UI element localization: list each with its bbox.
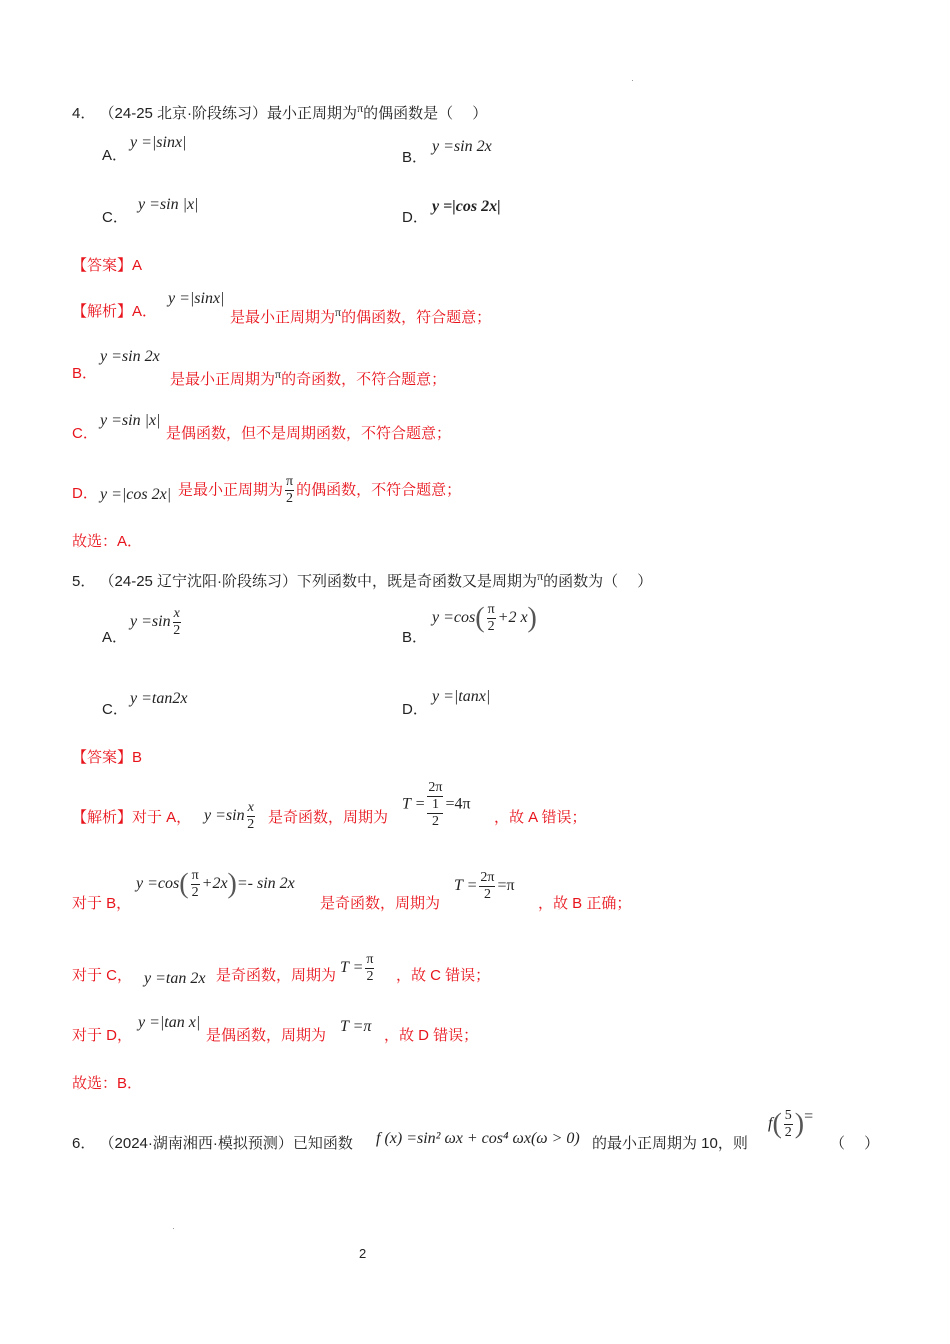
- q4-exp-b-label: B．: [72, 365, 98, 382]
- q5-option-a-expr-a: y =sin: [130, 613, 171, 631]
- q4-exp-b-formula: y =sin 2x: [100, 348, 160, 365]
- q4-answer: 【答案】A: [72, 257, 143, 274]
- q4-source: （24-25 北京·阶段练习）: [99, 105, 268, 122]
- q6-stem: [72, 1134, 353, 1154]
- q5-exp-a-frac-num: x: [247, 800, 254, 815]
- q4-exp-d-formula: y =|cos 2x|: [100, 486, 172, 503]
- q5-exp-b-text: 是奇函数，周期为: [320, 895, 441, 912]
- q4-option-c-expr: y =sin |x|: [138, 196, 199, 213]
- q5-option-c[interactable]: [102, 700, 128, 720]
- q5-exp-a-tag: 【解析】对于 A，: [72, 809, 192, 826]
- q5-stem-a: 下列函数中，既是奇函数又是周期为: [297, 573, 538, 590]
- q5-option-b-frac: [487, 602, 496, 635]
- q4-number: 4．: [72, 105, 96, 122]
- q4-exp-c-formula: y =sin |x|: [100, 412, 161, 429]
- q5-option-b-label: B．: [402, 629, 428, 646]
- q5-exp-d-tag: 对于 D，: [72, 1027, 133, 1044]
- q5-exp-c-formula: y =tan 2x: [144, 970, 206, 987]
- q4-option-c-label: C．: [102, 209, 128, 226]
- q5-option-a[interactable]: [102, 628, 127, 648]
- q5-exp-d-text: 是偶函数，周期为: [206, 1027, 327, 1044]
- q5-option-d-label: D．: [402, 701, 428, 718]
- q5-number: 5．: [72, 573, 96, 590]
- q5-stem: [72, 566, 652, 592]
- q6-stem-c: （ ）: [830, 1135, 880, 1152]
- q5-conclusion: 故选：B．: [72, 1075, 143, 1092]
- q5-exp-b-formula-a: y =cos: [136, 875, 180, 893]
- q5-option-b-frac-den: 2: [487, 619, 495, 634]
- q5-exp-a-frac-den: 2: [247, 817, 255, 832]
- q4-exp-b-text-b: 的奇函数，不符合题意；: [281, 371, 447, 388]
- q4-pi: π: [357, 101, 364, 115]
- q5-exp-b-formula: y =cos( $\frac{\pi}{2}$ +2x)=- sin 2x: [136, 868, 295, 900]
- q4-exp-tag: 【解析】A．: [72, 303, 158, 320]
- q5-exp-b-period: [454, 870, 515, 903]
- q4-exp-d-frac-num: π: [286, 474, 294, 489]
- q5-exp-b-T-eq: =π: [497, 877, 515, 895]
- q6-f-eq: =: [804, 1108, 814, 1125]
- q5-exp-d-T: T =π: [340, 1018, 372, 1035]
- q5-exp-c-end: ，故 C 错误；: [396, 967, 491, 984]
- q4-option-d-label: D．: [402, 209, 428, 226]
- q4-exp-a-text-b: 的偶函数，符合题意；: [341, 309, 492, 326]
- q4-exp-a-pi: π: [335, 305, 342, 319]
- q5-exp-a-T-eq: =4π: [445, 795, 471, 813]
- q6-f-call-name: f: [768, 1115, 773, 1133]
- q5-exp-b-T-den: 2: [483, 887, 491, 902]
- q4-stem-b: 的偶函数是（ ）: [363, 105, 488, 122]
- q5-option-b[interactable]: [402, 628, 427, 648]
- q5-exp-a-T-den-num: 1: [427, 797, 443, 814]
- q5-option-a-frac-den: 2: [173, 623, 181, 638]
- q5-exp-a-text: 是奇函数，周期为: [268, 809, 389, 826]
- q6-f-frac: [784, 1108, 793, 1141]
- q5-option-c-label: C．: [102, 701, 128, 718]
- q5-option-a-label: A．: [102, 629, 128, 646]
- q4-exp-d-label: D．: [72, 485, 98, 502]
- q4-option-d-expr: y =|cos 2x|: [432, 198, 501, 215]
- q5-source: （24-25 辽宁沈阳·阶段练习）: [99, 573, 298, 590]
- q5-exp-a-T-frac: [427, 780, 443, 830]
- q5-exp-a-end: ，故 A 错误；: [494, 809, 587, 826]
- q5-exp-b-frac: [191, 868, 200, 901]
- q4-exp-a-text: [230, 302, 491, 328]
- q5-exp-a-T-den-den: 2: [431, 814, 439, 829]
- q6-source: （2024·湖南湘西·模拟预测）: [99, 1135, 293, 1152]
- q4-option-d[interactable]: [402, 208, 428, 228]
- q5-answer: 【答案】B: [72, 749, 143, 766]
- q5-exp-a-formula-a: y =sin: [204, 807, 245, 825]
- page-number: 2: [359, 1246, 367, 1261]
- q5-exp-b-end: ，故 B 正确；: [538, 895, 632, 912]
- q5-exp-b-frac-num: π: [191, 868, 199, 883]
- q5-stem-b: 的函数为（ ）: [543, 573, 653, 590]
- q4-exp-d-text: [178, 474, 461, 507]
- q5-option-c-expr: y =tan2x: [130, 690, 188, 707]
- q4-stem: [72, 98, 487, 124]
- q5-option-b-expr-a: y =cos: [432, 609, 476, 627]
- q5-option-a-frac: [173, 606, 181, 639]
- q5-option-d[interactable]: [402, 700, 428, 720]
- q6-f-def: f (x) =sin² ωx + cos⁴ ωx(ω > 0): [376, 1130, 580, 1147]
- q5-option-a-expr: [130, 606, 183, 639]
- q6-f-call: f( $\frac{5}{2}$ )=: [768, 1108, 814, 1140]
- q4-exp-a-text-a: 是最小正周期为: [230, 309, 336, 326]
- q5-option-b-expr-b: +2 x: [497, 609, 528, 627]
- dot-bottom-left: [173, 1228, 174, 1229]
- q5-exp-b-T-num: 2π: [480, 870, 495, 885]
- q4-exp-b-text: [170, 364, 446, 390]
- q4-exp-b-pi: π: [275, 367, 282, 381]
- q5-exp-b-T: T =: [454, 877, 478, 895]
- q4-exp-d-text-b: 的偶函数，不符合题意；: [296, 481, 462, 499]
- q4-option-a-expr: y =|sinx|: [130, 134, 187, 151]
- q4-stem-a: 最小正周期为: [267, 105, 358, 122]
- q5-exp-c-period: [340, 952, 376, 985]
- q4-option-b-label: B．: [402, 149, 428, 166]
- q4-option-b[interactable]: [402, 148, 427, 168]
- q5-exp-b-T-frac: [479, 870, 495, 903]
- q4-exp-d-text-a: 是最小正周期为: [178, 481, 284, 499]
- q5-exp-a-frac: [247, 800, 255, 833]
- q5-exp-a-T-den-frac: [427, 797, 443, 830]
- q4-exp-d-frac-den: 2: [286, 491, 294, 506]
- q5-pi: π: [537, 569, 544, 583]
- q5-exp-c-T-frac: [365, 952, 374, 985]
- q5-exp-b-formula-c: =- sin 2x: [236, 875, 295, 893]
- q5-exp-b-tag: 对于 B，: [72, 895, 132, 912]
- q6-stem-b: 的最小正周期为 10，则: [592, 1135, 748, 1152]
- q4-exp-a: [72, 302, 157, 322]
- q5-option-d-expr: y =|tanx|: [432, 688, 491, 705]
- q4-exp-a-formula: y =|sinx|: [168, 290, 225, 307]
- q5-exp-a-formula: [204, 800, 257, 833]
- q6-number: 6．: [72, 1135, 96, 1152]
- q4-exp-c-text: 是偶函数，但不是周期函数，不符合题意；: [166, 425, 452, 442]
- q5-option-a-frac-num: x: [173, 606, 180, 621]
- q4-exp-d-frac: [285, 474, 294, 507]
- q5-exp-c-T: T =: [340, 959, 364, 977]
- q5-exp-c-T-den: 2: [366, 969, 374, 984]
- q4-exp-b-text-a: 是最小正周期为: [170, 371, 276, 388]
- q5-exp-c-text: 是奇函数，周期为: [216, 967, 337, 984]
- q6-f-frac-den: 2: [784, 1125, 792, 1140]
- q5-exp-c-tag: 对于 C，: [72, 967, 133, 984]
- q6-stem-a: 已知函数: [292, 1135, 353, 1152]
- q5-option-b-expr: y =cos( $\frac{\pi}{2}$ +2 x): [432, 602, 537, 634]
- q5-exp-a-T: T =: [402, 795, 426, 813]
- q5-exp-b-frac-den: 2: [191, 885, 199, 900]
- q4-conclusion: 故选：A．: [72, 533, 143, 550]
- q5-exp-d-end: ，故 D 错误；: [384, 1027, 479, 1044]
- q4-option-c[interactable]: [102, 208, 128, 228]
- q6-f-frac-num: 5: [784, 1108, 792, 1123]
- q5-exp-c-T-num: π: [366, 952, 374, 967]
- q5-exp-b-formula-b: +2x: [201, 875, 228, 893]
- q4-option-a[interactable]: [102, 146, 127, 166]
- q5-exp-a-period: [402, 780, 471, 830]
- q5-exp-a-T-num: 2π: [428, 780, 443, 795]
- dot-top-right: [632, 80, 633, 81]
- q5-exp-d-formula: y =|tan x|: [138, 1014, 201, 1031]
- q4-option-a-label: A．: [102, 147, 128, 164]
- q5-option-b-frac-num: π: [487, 602, 495, 617]
- q4-option-b-expr: y =sin 2x: [432, 138, 492, 155]
- q4-exp-c-label: C．: [72, 425, 98, 442]
